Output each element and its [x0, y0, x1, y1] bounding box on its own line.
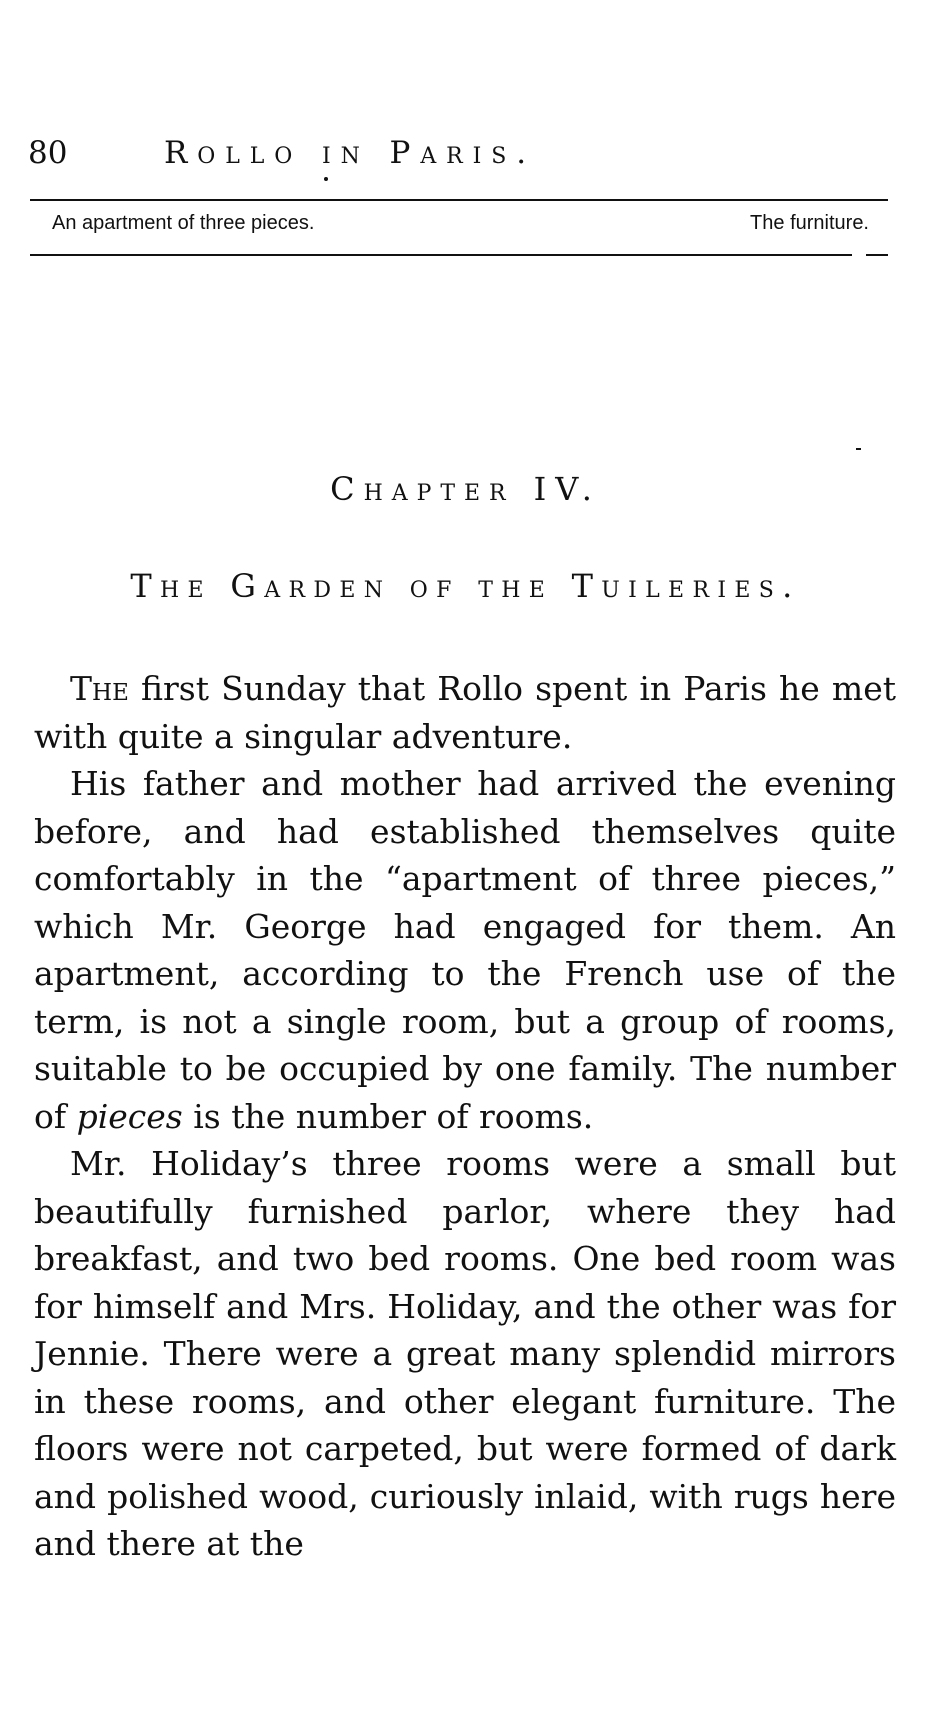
- running-title-text: Rollo in Paris.: [163, 135, 536, 171]
- rule-gap: [852, 254, 866, 256]
- ornament-dot: [324, 177, 328, 181]
- paragraph-2: [34, 760, 896, 1140]
- paragraph-2-text: His father and mother had arrived the evening before, and had established themselves quite comfortably in the “apartment of three pieces,” which Mr. George had engaged for them. An apartment, according to the French use of the term, is not a single room, but a group of rooms, suitable to be occupied by one family. The number of: [34, 764, 896, 1136]
- header-rule-bottom: [30, 254, 888, 256]
- marginal-subhead-right: The furniture.: [750, 212, 869, 234]
- chapter-title: [0, 567, 931, 605]
- paragraph-1-lead: The: [70, 669, 129, 708]
- chapter-heading-text: Chapter IV.: [330, 470, 601, 508]
- marginal-subhead-left: An apartment of three pieces.: [52, 212, 315, 234]
- header-rule-top: [30, 199, 888, 201]
- running-title: [0, 135, 700, 171]
- paragraph-2-end: is the number of rooms.: [182, 1096, 594, 1136]
- paragraph-1: [34, 665, 896, 760]
- body-text: [34, 665, 896, 1568]
- stray-mark: [856, 448, 861, 450]
- paragraph-3: [34, 1140, 896, 1568]
- paragraph-3-text: Mr. Holiday’s three rooms were a small but beautifully furnished parlor, where they had breakfast, and two bed rooms. One bed room was for himself and Mrs. Holiday, and the other was for Jennie. There were a great many splendid mirrors in these rooms, and other elegant furniture. The floors were not carpeted, but were formed of dark and polished wood, curiously inlaid, with rugs here and there at the: [34, 1144, 896, 1563]
- chapter-heading: [0, 470, 931, 508]
- paragraph-2-italic: pieces: [76, 1096, 183, 1136]
- page-number: 80: [28, 135, 68, 171]
- paragraph-1-text: first Sunday that Rollo spent in Paris he met with quite a singular adventure.: [34, 669, 896, 756]
- chapter-title-text: The Garden of the Tuileries.: [130, 567, 801, 605]
